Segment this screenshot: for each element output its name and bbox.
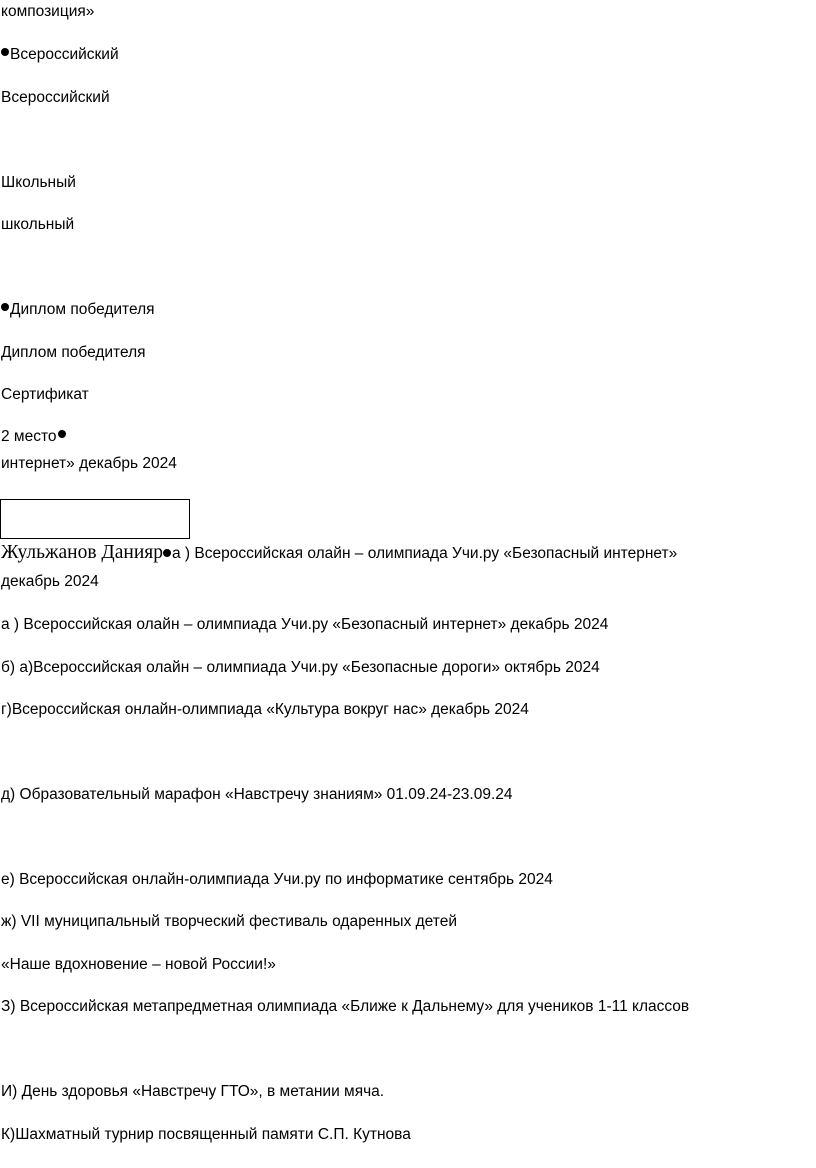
bullet-icon <box>58 430 66 438</box>
result-line: Диплом победителя <box>1 344 146 361</box>
place-line <box>1 427 67 447</box>
event-line: И) День здоровья «Навстречу ГТО», в метании мяча. <box>1 1083 385 1100</box>
event-line: е) Всероссийская онлайн-олимпиада Учи.ру по информатике сентябрь 2024 <box>1 871 553 888</box>
empty-table-cell <box>0 499 190 539</box>
level-line: школьный <box>1 216 75 233</box>
event-line: «Наше вдохновение – новой России!» <box>1 956 276 973</box>
bullet-icon <box>1 48 9 56</box>
bullet-line-diploma <box>1 300 155 320</box>
event-text: а ) Всероссийская олайн – олимпиада Учи.ру «Безопасный интернет» <box>171 545 678 562</box>
level-line: Школьный <box>1 174 76 191</box>
result-label: Диплом победителя <box>10 301 155 318</box>
level-line: Всероссийский <box>1 89 110 106</box>
level-label: Всероссийский <box>10 46 119 63</box>
result-line: Сертификат <box>1 386 89 403</box>
student-event-line <box>1 543 677 564</box>
event-date: декабрь 2024 <box>1 573 99 590</box>
event-line: ж) VII муниципальный творческий фестиваль одаренных детей <box>1 913 457 930</box>
text-line-internet: интернет» декабрь 2024 <box>1 455 177 472</box>
bullet-line-all-russian <box>1 45 119 65</box>
student-name: Жульжанов Данияр <box>1 542 163 563</box>
event-line: К)Шахматный турнир посвященный памяти С.П. Кутнова <box>1 1126 411 1143</box>
event-line: а ) Всероссийская олайн – олимпиада Учи.ру «Безопасный интернет» декабрь 2024 <box>1 616 609 633</box>
event-line: г)Всероссийская онлайн-олимпиада «Культура вокруг нас» декабрь 2024 <box>1 701 529 718</box>
bullet-icon <box>163 549 171 557</box>
result-label: 2 место <box>1 428 57 445</box>
event-line: б) а)Всероссийская олайн – олимпиада Учи.ру «Безопасные дороги» октябрь 2024 <box>1 659 600 676</box>
event-line: д) Образовательный марафон «Навстречу знаниям» 01.09.24-23.09.24 <box>1 786 513 803</box>
text-line-composition: композиция» <box>1 3 95 20</box>
bullet-icon <box>1 303 9 311</box>
event-line: З) Всероссийская метапредметная олимпиада «Ближе к Дальнему» для учеников 1-11 классов <box>1 998 690 1015</box>
